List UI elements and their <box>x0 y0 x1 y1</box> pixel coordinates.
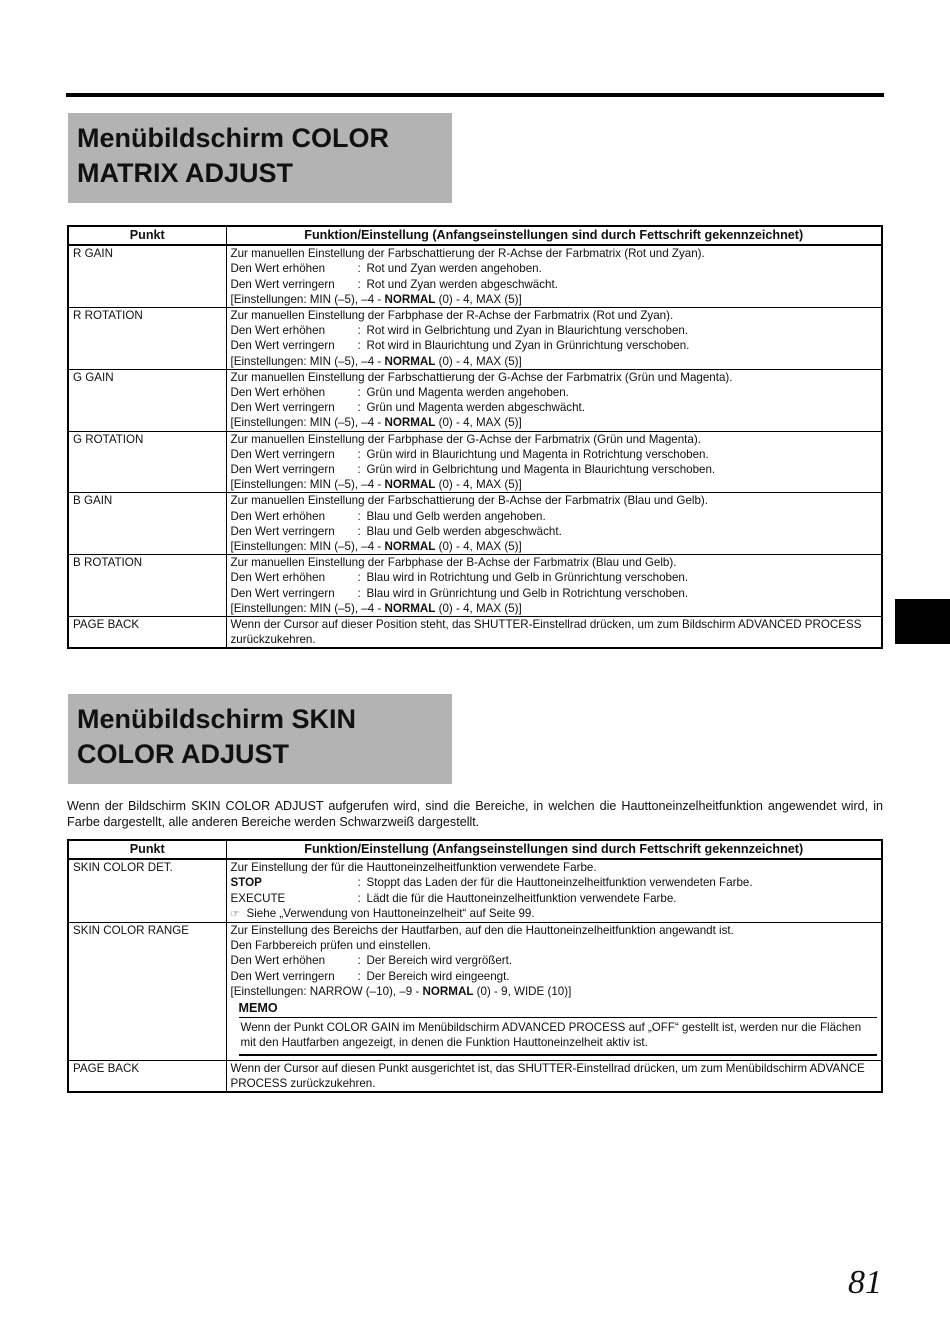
item-name: B ROTATION <box>68 555 226 617</box>
settings-range: [Einstellungen: MIN (–5), –4 - NORMAL (0) - 4, MAX (5)] <box>230 416 522 430</box>
option-text: Stoppt das Laden der für die Hauttoneinzelheitfunktion verwendeten Farbe. <box>366 876 753 890</box>
option-label: Den Wert erhöhen <box>230 571 326 585</box>
option-text: Blau wird in Grünrichtung und Gelb in Rotrichtung verschoben. <box>366 586 689 600</box>
option-label: EXECUTE <box>230 891 286 905</box>
item-name: SKIN COLOR DET. <box>68 859 226 922</box>
skin-intro-paragraph: Wenn der Bildschirm SKIN COLOR ADJUST aufgerufen wird, sind die Bereiche, in welchen die Hauttoneinzelheitfunktion angewendet wird, in Farbe dargestellt, alle anderen Bereiche werden Schwarzweiß dargestellt. <box>67 799 883 829</box>
option-label: Den Wert verringern <box>230 277 335 291</box>
item-name: B GAIN <box>68 493 226 555</box>
header-funktion: Funktion/Einstellung (Anfangseinstellungen sind durch Fettschrift gekennzeichnet) <box>226 840 882 859</box>
settings-range: [Einstellungen: NARROW (–10), –9 - NORMAL (0) - 9, WIDE (10)] <box>230 984 572 998</box>
function-desc: Zur manuellen Einstellung der Farbphase der B-Achse der Farbmatrix (Blau und Gelb). <box>230 556 677 570</box>
option-label: Den Wert verringern <box>230 401 335 415</box>
option-label: Den Wert verringern <box>230 524 335 538</box>
table-row-r-rotation <box>68 308 882 370</box>
header-punkt: Punkt <box>68 840 226 859</box>
table-row-r-gain <box>68 245 882 307</box>
section-title: Menübildschirm SKIN COLOR ADJUST <box>77 704 357 769</box>
item-function: Zur manuellen Einstellung der Farbphase der B-Achse der Farbmatrix (Blau und Gelb). Den Wert erhöhen : Blau wird in Rotrichtung und Gelb in Grünrichtung verschoben. Den Wert verringern : Blau wird in Grünrichtung und Gelb in Rotrichtung verschoben. [Einstellungen: MIN (–5), –4 - NORMAL (0) - 4, MAX (5)] <box>226 555 882 617</box>
option-text: Rot und Zyan werden abgeschwächt. <box>366 277 558 291</box>
memo-text: Wenn der Punkt COLOR GAIN im Menübildschirm ADVANCED PROCESS auf „OFF“ gestellt ist, werden nur die Flächen mit den Hautfarben angezeigt, in denen die Funktion Hauttoneinzelheit aktiv ist. <box>240 1021 862 1050</box>
item-function: Zur Einstellung der für die Hauttoneinzelheitfunktion verwendete Farbe. STOP : Stoppt das Laden der für die Hauttoneinzelheitfunktion verwendeten Farbe. EXECUTE : Lädt die für die Hauttoneinzelheitfunktion verwendete Farbe. ☞ Siehe „Verwendung von Hauttoneinzelheit“ auf Seite 99. <box>226 859 882 922</box>
function-desc: Zur manuellen Einstellung der Farbphase der G-Achse der Farbmatrix (Grün und Magenta). <box>230 432 701 446</box>
item-name: R ROTATION <box>68 308 226 370</box>
item-function: Zur manuellen Einstellung der Farbschattierung der B-Achse der Farbmatrix (Blau und Gelb). Den Wert erhöhen : Blau und Gelb werden angehoben. Den Wert verringern : Blau und Gelb werden abgeschwächt. [Einstellungen: MIN (–5), –4 - NORMAL (0) - 4, MAX (5)] <box>226 493 882 555</box>
option-text: Blau und Gelb werden abgeschwächt. <box>366 524 562 538</box>
option-label: Den Wert verringern <box>230 586 335 600</box>
item-name: SKIN COLOR RANGE <box>68 923 226 1061</box>
option-label: Den Wert verringern <box>230 447 335 461</box>
option-label: Den Wert erhöhen <box>230 324 326 338</box>
memo-box <box>239 1001 878 1056</box>
option-label: Den Wert verringern <box>230 463 335 477</box>
settings-range: [Einstellungen: MIN (–5), –4 - NORMAL (0) - 4, MAX (5)] <box>230 478 522 492</box>
table-row-page-back <box>68 617 882 649</box>
option-text: Rot wird in Gelbrichtung und Zyan in Blaurichtung verschoben. <box>366 324 689 338</box>
option-label: Den Wert verringern <box>230 969 335 983</box>
option-text: Rot und Zyan werden angehoben. <box>366 262 542 276</box>
table-row-b-rotation <box>68 555 882 617</box>
item-function: Zur manuellen Einstellung der Farbschattierung der R-Achse der Farbmatrix (Rot und Zyan). Den Wert erhöhen : Rot und Zyan werden angehoben. Den Wert verringern : Rot und Zyan werden abgeschwächt. [Einstellungen: MIN (–5), –4 - NORMAL (0) - 4, MAX (5)] <box>226 245 882 307</box>
memo-title: MEMO <box>239 1001 878 1018</box>
section-title: Menübildschirm COLOR MATRIX ADJUST <box>77 123 390 188</box>
table-row-b-gain <box>68 493 882 555</box>
item-name: G GAIN <box>68 369 226 431</box>
option-label: Den Wert erhöhen <box>230 262 326 276</box>
item-name: PAGE BACK <box>68 617 226 649</box>
table-row-skin-color-range <box>68 923 882 1061</box>
reference-text: Siehe „Verwendung von Hauttoneinzelheit“ auf Seite 99. <box>246 906 535 920</box>
item-function: Zur manuellen Einstellung der Farbschattierung der G-Achse der Farbmatrix (Grün und Magenta). Den Wert erhöhen : Grün und Magenta werden angehoben. Den Wert verringern : Grün und Magenta werden abgeschwächt. [Einstellungen: MIN (–5), –4 - NORMAL (0) - 4, MAX (5)] <box>226 369 882 431</box>
option-text: Grün und Magenta werden abgeschwächt. <box>366 401 585 415</box>
table-header-row <box>68 226 882 245</box>
table-row-skin-color-det <box>68 859 882 922</box>
settings-range: [Einstellungen: MIN (–5), –4 - NORMAL (0) - 4, MAX (5)] <box>230 354 522 368</box>
item-function: Wenn der Cursor auf diesen Punkt ausgerichtet ist, das SHUTTER-Einstellrad drücken, um zum Menübildschirm ADVANCE PROCESS zurückzukehren. <box>226 1060 882 1092</box>
settings-range: [Einstellungen: MIN (–5), –4 - NORMAL (0) - 4, MAX (5)] <box>230 601 522 615</box>
settings-range: [Einstellungen: MIN (–5), –4 - NORMAL (0) - 4, MAX (5)] <box>230 292 522 306</box>
option-label: Den Wert erhöhen <box>230 509 326 523</box>
function-desc: Zur manuellen Einstellung der Farbphase der R-Achse der Farbmatrix (Rot und Zyan). <box>230 309 674 323</box>
option-label: Den Wert verringern <box>230 339 335 353</box>
section-heading-color-matrix <box>68 113 452 203</box>
function-desc: Zur manuellen Einstellung der Farbschattierung der B-Achse der Farbmatrix (Blau und Gelb). <box>230 494 709 508</box>
option-text: Grün wird in Blaurichtung und Magenta in Rotrichtung verschoben. <box>366 447 709 461</box>
header-punkt: Punkt <box>68 226 226 245</box>
table-row-g-rotation <box>68 431 882 493</box>
option-text: Grün wird in Gelbrichtung und Magenta in Blaurichtung verschoben. <box>366 463 716 477</box>
option-label: Den Wert erhöhen <box>230 954 326 968</box>
settings-range: [Einstellungen: MIN (–5), –4 - NORMAL (0) - 4, MAX (5)] <box>230 540 522 554</box>
function-desc: Zur manuellen Einstellung der Farbschattierung der G-Achse der Farbmatrix (Grün und Magenta). <box>230 370 733 384</box>
function-desc-2: Den Farbbereich prüfen und einstellen. <box>230 939 431 953</box>
table-row-page-back <box>68 1060 882 1092</box>
item-name: G ROTATION <box>68 431 226 493</box>
page-number: 81 <box>848 1264 882 1301</box>
function-desc: Zur Einstellung der für die Hauttoneinzelheitfunktion verwendete Farbe. <box>230 861 597 875</box>
top-rule <box>66 93 884 97</box>
option-text: Der Bereich wird eingeengt. <box>366 969 510 983</box>
function-desc: Zur manuellen Einstellung der Farbschattierung der R-Achse der Farbmatrix (Rot und Zyan). <box>230 247 705 261</box>
function-desc: Zur Einstellung des Bereichs der Hautfarben, auf den die Hauttoneinzelheitfunktion angewandt ist. <box>230 924 734 938</box>
option-text: Blau und Gelb werden angehoben. <box>366 509 546 523</box>
option-text: Rot wird in Blaurichtung und Zyan in Grünrichtung verschoben. <box>366 339 690 353</box>
item-name: PAGE BACK <box>68 1060 226 1092</box>
option-label: Den Wert erhöhen <box>230 386 326 400</box>
chapter-tab-marker <box>895 599 950 644</box>
option-text: Der Bereich wird vergrößert. <box>366 954 513 968</box>
item-function: Zur manuellen Einstellung der Farbphase der R-Achse der Farbmatrix (Rot und Zyan). Den Wert erhöhen : Rot wird in Gelbrichtung und Zyan in Blaurichtung verschoben. Den Wert verringern : Rot wird in Blaurichtung und Zyan in Grünrichtung verschoben. [Einstellungen: MIN (–5), –4 - NORMAL (0) - 4, MAX (5)] <box>226 308 882 370</box>
reference-hand-icon: ☞ <box>230 908 240 920</box>
item-function: Wenn der Cursor auf dieser Position steht, das SHUTTER-Einstellrad drücken, um zum Bildschirm ADVANCED PROCESS zurückzukehren. <box>226 617 882 649</box>
table-row-g-gain <box>68 369 882 431</box>
item-function: Zur manuellen Einstellung der Farbphase der G-Achse der Farbmatrix (Grün und Magenta). Den Wert verringern : Grün wird in Blaurichtung und Magenta in Rotrichtung verschoben. Den Wert verringern : Grün wird in Gelbrichtung und Magenta in Blaurichtung verschoben. [Einstellungen: MIN (–5), –4 - NORMAL (0) - 4, MAX (5)] <box>226 431 882 493</box>
skin-color-table <box>67 839 883 1093</box>
item-name: R GAIN <box>68 245 226 307</box>
option-label: STOP <box>230 876 262 890</box>
table-header-row <box>68 840 882 859</box>
option-text: Blau wird in Rotrichtung und Gelb in Grünrichtung verschoben. <box>366 571 689 585</box>
option-text: Lädt die für die Hauttoneinzelheitfunktion verwendete Farbe. <box>366 891 677 905</box>
item-function: Zur Einstellung des Bereichs der Hautfarben, auf den die Hauttoneinzelheitfunktion angewandt ist. Den Farbbereich prüfen und einstellen. Den Wert erhöhen : Der Bereich wird vergrößert. Den Wert verringern : Der Bereich wird eingeengt. [Einstellungen: NARROW (–10), –9 - NORMAL (0) - 9, WIDE (10)] MEMO Wenn der Punkt COLOR GAIN im Menübildschirm ADVANCED PROCESS auf „OFF“ gestellt ist, werden nur die Flächen mit den Hautfarben angezeigt, in denen die Funktion Hauttoneinzelheit aktiv ist. <box>226 923 882 1061</box>
header-funktion: Funktion/Einstellung (Anfangseinstellungen sind durch Fettschrift gekennzeichnet) <box>226 226 882 245</box>
option-text: Grün und Magenta werden angehoben. <box>366 386 569 400</box>
section-heading-skin-color <box>68 694 452 784</box>
color-matrix-table <box>67 225 883 649</box>
